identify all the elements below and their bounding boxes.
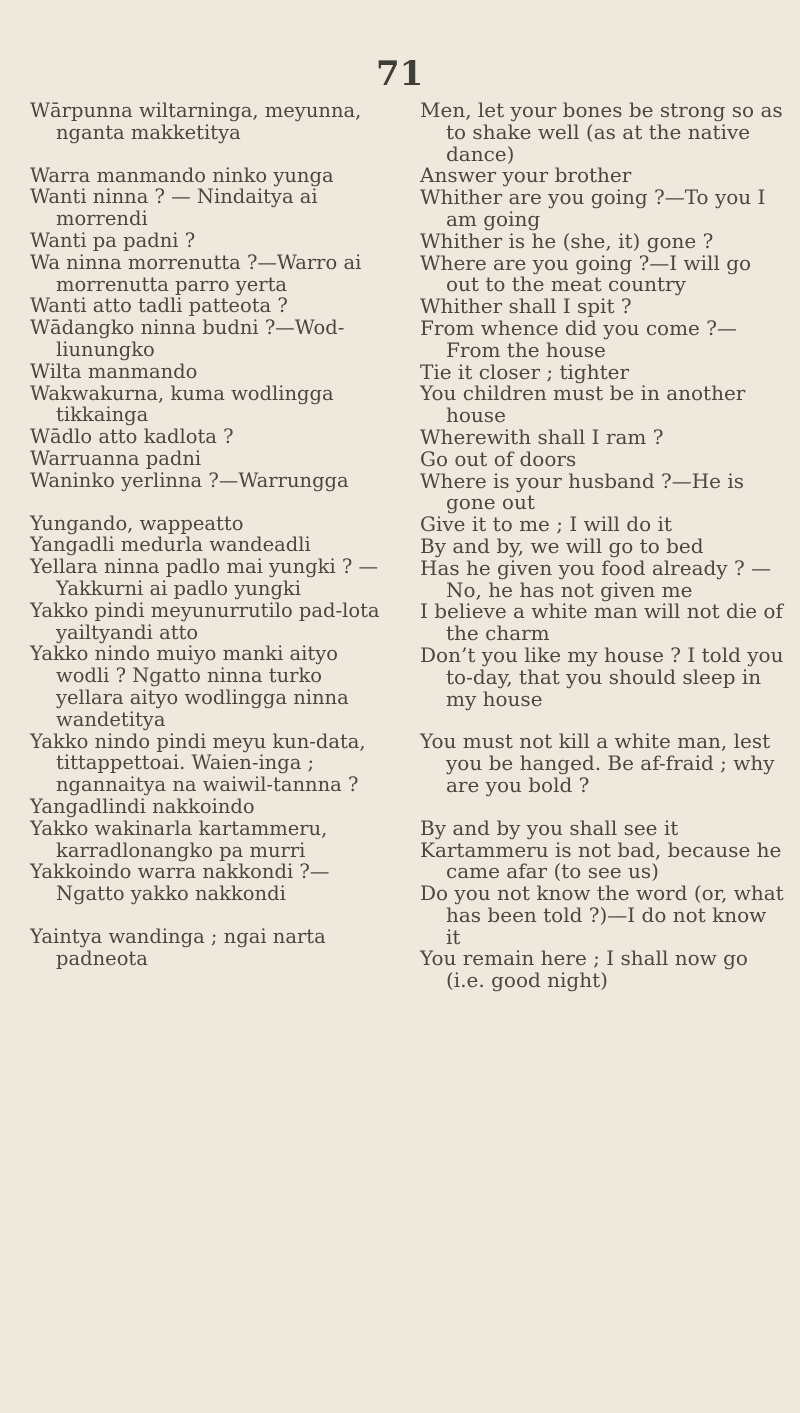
- native-phrase: Yangadlindi nakkoindo: [30, 794, 255, 818]
- native-phrase: Yakko nindo muiyo manki aityo wodli ? Ngatto ninna turko yellara aityo wodlingga ninna wandetitya: [30, 642, 349, 731]
- native-phrase: Wanti pa padni ?: [30, 228, 196, 252]
- english-translation: Give it to me ; I will do it: [420, 512, 672, 537]
- native-phrase: Wādangko ninna budni ?—Wod-liunungko: [30, 316, 345, 361]
- native-phrase: Yakko pindi meyunurrutilo pad-lota yailtyandi atto: [30, 598, 380, 644]
- english-translation: Don’t you like my house ? I told you to-day, that you should sleep in my house: [420, 642, 784, 711]
- native-phrase: Yakkoindo warra nakkondi ?— Ngatto yakko nakkondi: [30, 860, 330, 906]
- native-phrase: Wilta manmando: [30, 359, 198, 383]
- native-phrase: Yellara ninna padlo mai yungki ? —Yakkurni ai padlo yungki: [30, 555, 379, 600]
- native-phrase: Yaintya wandinga ; ngai narta padneota: [30, 924, 326, 970]
- right-column-english-translation: [420, 100, 785, 992]
- native-phrase: Warruanna padni: [30, 446, 202, 470]
- english-translation: Wherewith shall I ram ?: [420, 424, 664, 449]
- english-translation: Whither shall I spit ?: [420, 294, 632, 319]
- native-phrase: Wanti ninna ? — Nindaitya ai morrendi: [30, 185, 318, 231]
- english-translation: Tie it closer ; tighter: [420, 359, 630, 384]
- english-translation: You children must be in another house: [420, 381, 746, 428]
- native-phrase: Wārpunna wiltarninga, meyunna, nganta makketitya: [30, 99, 362, 144]
- native-phrase: Waninko yerlinna ?—Warrungga: [30, 468, 349, 492]
- english-translation: Where is your husband ?—He is gone out: [420, 468, 744, 515]
- english-translation: By and by you shall see it: [420, 815, 679, 840]
- english-translation: Whither is he (she, it) gone ?: [420, 228, 714, 253]
- english-translation: You must not kill a white man, lest you be hanged. Be af-fraid ; why are you bold ?: [420, 729, 775, 797]
- english-translation: Do you not know the word (or, what has been told ?)—I do not know it: [420, 881, 784, 949]
- native-phrase: Yungando, wappeatto: [30, 511, 244, 535]
- english-translation: Where are you going ?—I will go out to the meat country: [420, 250, 752, 297]
- native-phrase: Yangadli medurla wandeadli: [30, 533, 311, 557]
- native-phrase: Warra manmando ninko yunga: [30, 163, 334, 187]
- english-translation: Whither are you going ?—To you I am going: [420, 185, 766, 231]
- native-phrase: Wa ninna morrenutta ?—Warro ai morrenutta parro yerta: [30, 250, 362, 296]
- english-translation: Kartammeru is not bad, because he came afar (to see us): [420, 837, 782, 884]
- english-translation: Go out of doors: [420, 446, 577, 471]
- english-translation: Answer your brother: [420, 163, 632, 188]
- english-translation: You remain here ; I shall now go (i.e. good night): [420, 946, 748, 993]
- page-number: 71: [376, 54, 424, 94]
- left-column-native-text: [30, 100, 385, 969]
- native-phrase: Wanti atto tadli patteota ?: [30, 294, 288, 318]
- english-translation: Men, let your bones be strong so as to shake well (as at the native dance): [420, 98, 783, 166]
- native-phrase: Wakwakurna, kuma wodlingga tikkainga: [30, 381, 334, 427]
- english-translation: I believe a white man will not die of the charm: [420, 599, 783, 646]
- native-phrase: Yakko wakinarla kartammeru, karradlonangko pa murri: [30, 816, 328, 862]
- english-translation: By and by, we will go to bed: [420, 533, 704, 558]
- english-translation: Has he given you food already ? —No, he has not given me: [420, 555, 772, 602]
- english-translation: From whence did you come ?— From the house: [420, 315, 737, 362]
- native-phrase: Yakko nindo pindi meyu kun-data, tittappettoai. Waien-inga ; ngannaitya na waiwil-tannna ?: [30, 729, 366, 797]
- native-phrase: Wādlo atto kadlota ?: [30, 425, 234, 449]
